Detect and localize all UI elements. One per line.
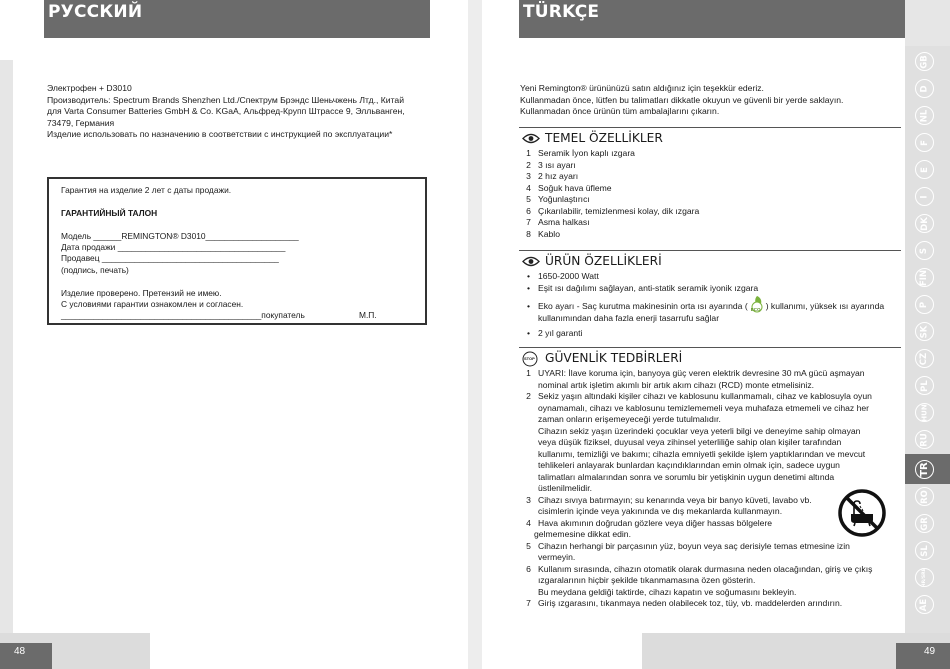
intro-line: Yeni Remington® ürününüzü satın aldığınız için teşekkür ederiz. [520,83,764,93]
eye-icon [522,256,540,267]
safety-list [519,368,872,610]
list-item: • Eko ayarı - Saç kurutma makinesinin orta ısı ayarında ( ECO ) kullanımı, yüksek ısı ayarında [519,301,884,313]
product-section-header [519,250,901,270]
tab-badge: S [915,241,934,260]
safety-title: GÜVENLİK TEDBİRLERİ [545,351,683,365]
warranty-period: Гарантия на изделие 2 лет с даты продажи. [61,185,232,195]
tab-dk[interactable] [909,210,945,237]
list-item: cisimlerin içinde veya yakınında ve dış mekanlarda kullanmayın. [538,506,783,516]
list-item: talimatları almalarından sonra ve sorumlu bir yetişkinin uygun denetimi altında [538,471,835,482]
intro-line: для Varta Consumer Batteries GmbH & Co. KGaA, Альфред-Крупп Штрассе 9, Элльванген, [47,106,405,117]
list-item: Cihazın sekiz yaşın üzerindeki çocuklar veya yeterli bilgi ve deneyime sahip olmayan [538,425,861,436]
intro-line: Производитель: Spectrum Brands Shenzhen Ltd./Спектрум Брэндс Шеньчжень Лтд., Китай [47,94,405,105]
list-item: kullanımı, temizliği ve bakımı; cihazla emniyetli şekilde işlem yaptıklarından ve mevcut [538,448,866,459]
no-bathtub-use-icon [838,489,886,537]
tab-cz[interactable] [909,345,945,372]
left-margin-band [0,60,13,633]
tab-badge: HR/SRB [915,568,934,587]
list-item: 3 2 hız ayarı [526,171,579,181]
tab-f[interactable] [909,129,945,156]
list-item: 2 3 ısı ayarı [526,159,576,170]
intro-line: Электрофен + D3010 [47,83,132,93]
tab-pl[interactable] [909,372,945,399]
list-item: 7 Asma halkası [526,217,590,227]
safety-section-header [519,347,901,367]
sale-date-field: Дата продажи ____________________________________ [61,242,286,252]
tab-p[interactable] [909,291,945,318]
tab-gr[interactable] [909,510,945,537]
tab-badge: NL [915,106,934,125]
tab-badge: HUN [915,403,934,422]
page-spine [468,0,482,669]
tab-badge: DK [915,214,934,233]
tab-badge: D [915,79,934,98]
tab-badge: SK [915,322,934,341]
tab-badge: F [915,133,934,152]
features-section-header [519,127,901,147]
tab-ro[interactable] [909,483,945,510]
tab-ru[interactable] [909,426,945,453]
turkish-intro [520,83,843,118]
list-item: 4 Hava akımının doğrudan gözlere veya diğer hassas bölgelere [526,517,773,528]
page-number-left: 48 [0,643,52,669]
agreement-statement: С условиями гарантии ознакомлен и согласен. [61,299,244,309]
stop-label: STOP [524,356,535,361]
list-item: 7 Giriş ızgarasını, tıkanmaya neden olabilecek toz, tüy, vb. maddelerden arındırın. [526,598,843,608]
language-tabs [905,46,950,633]
tab-badge: I [915,187,934,206]
russian-intro [47,83,405,141]
list-item: vermeyin. [538,552,576,562]
list-item: 2 Sekiz yaşın altındaki kişiler cihazı ve kablosunu kullanmamalı, cihaz ve kablosuyla oyun [526,391,872,401]
tab-hun[interactable] [909,399,945,426]
tab-badge: RU [915,430,934,449]
tab-badge: RO [915,487,934,506]
tab-badge: GR [915,514,934,533]
tab-ae[interactable] [909,591,945,618]
list-item: 4 Soğuk hava üfleme [526,182,612,193]
tab-badge: P [915,295,934,314]
tab-badge: AE [915,595,934,614]
tab-hr-srb[interactable] [909,564,945,591]
list-item: tehlikeleri anlayarak bunlardan kaçındıklarından emin olmak için, sadece uygun [538,460,840,470]
list-item: gelmemesine dikkat edin. [534,529,631,539]
list-item: Bu meydana geldiği taktirde, cihazı kapatın ve soğumasını bekleyin. [538,586,797,597]
tab-badge: SL [915,541,934,560]
list-item: 8 Kablo [526,228,560,239]
list-item: 3 Cihazı sıvıya batırmayın; su kenarında veya bir banyo küveti, lavabo vb. [526,494,812,505]
tab-badge: FIN [915,268,934,287]
tab-d[interactable] [909,75,945,102]
list-item: oynamamalı, cihazı ve kablosunu temizlememeli veya muhafaza etmemeli ve cihaz her [538,402,870,413]
signature-note: (подпись, печать) [61,265,129,275]
features-list [519,148,699,240]
warranty-card [47,177,427,325]
tab-e[interactable] [909,156,945,183]
list-item: • 2 yıl garanti [526,327,583,338]
checked-statement: Изделие проверено. Претензий не имею. [61,288,222,298]
tab-badge: E [915,160,934,179]
page-number-right: 49 [896,643,950,669]
list-item: 1 Seramik İyon kaplı ızgara [526,148,635,158]
tab-s[interactable] [909,237,945,264]
warranty-title: ГАРАНТИЙНЫЙ ТАЛОН [61,208,158,218]
product-list [519,271,884,339]
tab-badge: GB [915,52,934,71]
eco-icon: ECO [749,301,765,313]
intro-line: 73479, Германия [47,117,115,128]
list-item: 6 Çıkarılabilir, temizlenmesi kolay, dik ızgara [526,205,700,216]
tab-badge: CZ [915,349,934,368]
tab-i[interactable] [909,183,945,210]
buyer-signature-line: ___________________________________________покупатель [61,310,305,320]
intro-line: Kullanmadan önce ürünün tüm ambalajlarını çıkarın. [520,106,720,117]
tab-fin[interactable] [909,264,945,291]
model-field: Модель ______REMINGTON® D3010____________________ [61,231,299,241]
list-item: 6 Kullanım sırasında, cihazın otomatik olarak durmasına neden olacağından, giriş ve çıkış [526,563,873,574]
list-item: nominal artık işletim akımlı bir artık akım cihazı (RCD) monte etmelisiniz. [538,379,815,390]
tab-tr[interactable] [905,454,950,484]
tab-strip-top [905,0,950,46]
list-item: • Eşit ısı dağılımı sağlayan, anti-statik seramik iyonik ızgara [526,282,759,293]
tab-nl[interactable] [909,102,945,129]
tab-sl[interactable] [909,537,945,564]
list-item: 1 UYARI: İlave koruma için, banyoya güç veren elektrik devresine 30 mA gücü aşmayan [526,368,865,378]
list-item: veya düşük fiziksel, duyusal veya zihinsel yeterliliğe sahip olan kişiler tarafından [538,437,842,447]
intro-line: Kullanmadan önce, lütfen bu talimatları dikkatle okuyun ve güvenli bir yerde saklayın. [520,94,844,105]
seller-field: Продавец ______________________________________ [61,253,279,263]
list-item: zaman onların erişemeyeceği yerde tutulmalıdır. [538,414,721,424]
page-header-russian: РУССКИЙ [44,0,430,38]
intro-line: Изделие использовать по назначению в соответствии с инструкцией по эксплуатации* [47,129,393,140]
eye-icon [522,133,540,144]
list-item: üstlenilmelidir. [538,483,592,493]
list-item: 5 Yoğunlaştırıcı [526,194,590,204]
list-item: • 1650-2000 Watt [526,271,599,281]
features-title: TEMEL ÖZELLİKLER [545,131,663,145]
tab-gb[interactable] [909,48,945,75]
tab-sk[interactable] [909,318,945,345]
list-item: ızgaralarının hiçbir şekilde tıkanmamasına özen gösterin. [538,575,756,585]
product-title: ÜRÜN ÖZELLİKLERİ [545,254,662,268]
stamp-place: М.П. [359,310,377,320]
list-item: 5 Cihazın herhangi bir parçasının yüz, boyun veya saç derisiyle temas etmesine izin [526,540,850,551]
list-item: kullanımından daha fazla enerji tasarrufu sağlar [538,313,720,323]
page-header-turkish: TÜRKÇE [519,0,905,38]
tab-badge: TR [915,460,934,479]
tab-badge: PL [915,376,934,395]
